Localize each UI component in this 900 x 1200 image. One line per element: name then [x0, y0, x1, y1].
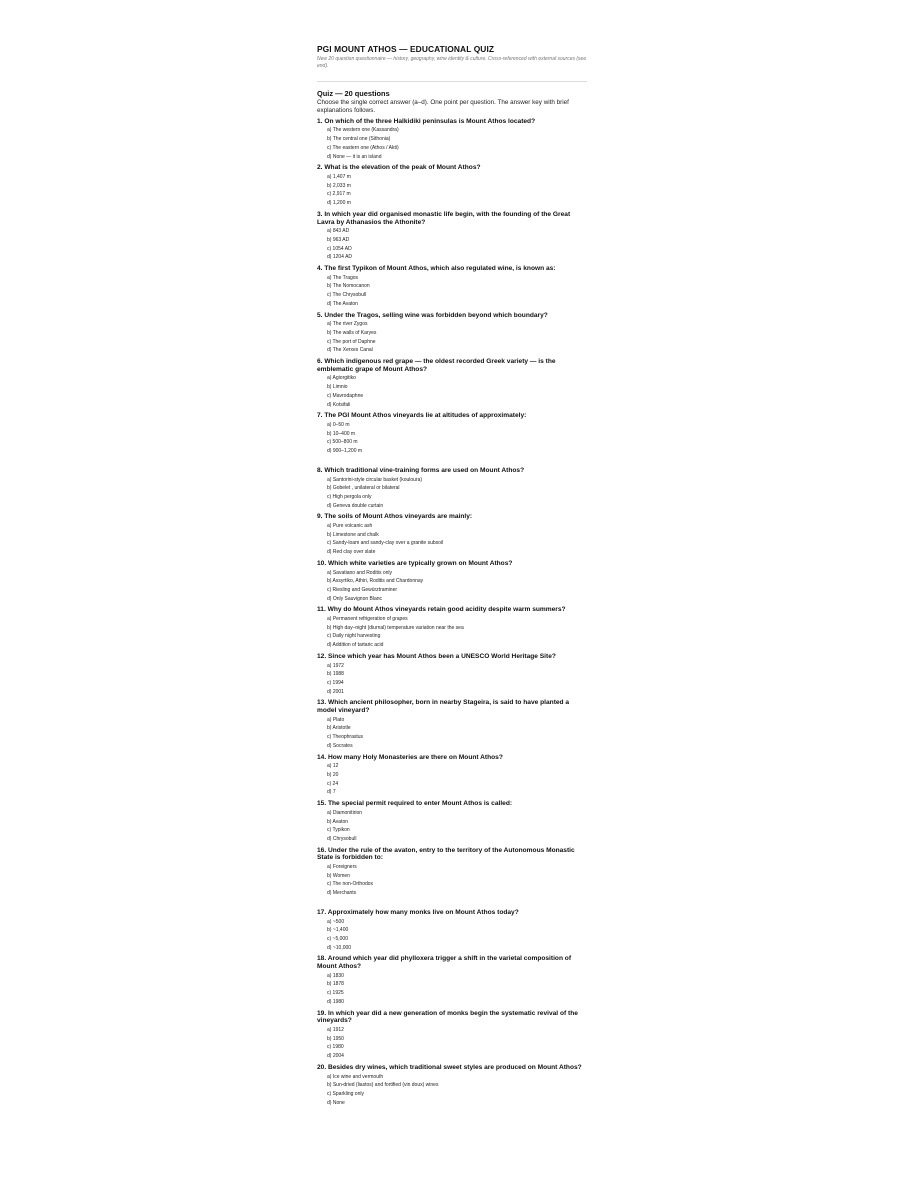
question-block — [317, 560, 587, 604]
answer-option: a) Agiorgitiko — [327, 375, 356, 382]
answer-option: d) Geneva double curtain — [327, 502, 384, 509]
answer-option: b) 963 AD — [327, 236, 350, 243]
answer-option: a) Diamonitirion — [327, 809, 363, 816]
answer-option: c) 24 — [327, 780, 339, 787]
answer-option: c) 1054 AD — [327, 245, 352, 252]
answer-option: b) 1878 — [327, 981, 344, 988]
answer-option: c) 1994 — [327, 679, 344, 686]
question-title: 9. The soils of Mount Athos vineyards are mainly: — [317, 513, 473, 521]
answer-option: d) Kotsifali — [327, 401, 351, 408]
answer-option: d) Addition of tartaric acid — [327, 642, 384, 649]
answer-option: c) Sandy-loam and sandy-clay over a granite subsoil — [327, 540, 444, 547]
answer-option: d) 1204 AD — [327, 254, 353, 261]
answer-option: b) Assyrtiko, Athiri, Roditis and Chardonnay — [327, 578, 424, 585]
answer-options — [317, 615, 587, 650]
answer-option: a) Santorini-style circular basket (kouloura) — [327, 476, 423, 483]
answer-option: a) 1972 — [327, 662, 344, 669]
answer-options — [317, 320, 587, 355]
question-title: 4. The first Typikon of Mount Athos, which also regulated wine, is known as: — [317, 265, 556, 273]
question-block — [317, 164, 587, 208]
answer-option: b) 20 — [327, 772, 339, 778]
question-title: 17. Approximately how many monks live on Mount Athos today? — [317, 908, 519, 916]
answer-option: b) The walls of Karyes — [327, 329, 377, 336]
document-subtitle: New 20 question questionnaire — history, geography, wine identity & culture. Cross-referenced with external sources (see end). — [317, 56, 587, 69]
answer-option: a) Foreigners — [327, 864, 357, 871]
answer-option: c) 1925 — [327, 990, 344, 997]
answer-options — [317, 1026, 587, 1061]
header-divider — [317, 81, 587, 82]
answer-options — [317, 173, 587, 208]
question-title: 10. Which white varieties are typically grown on Mount Athos? — [317, 559, 513, 567]
answer-option: b) Limestone and chalk — [327, 531, 379, 538]
answer-option: d) 2004 — [327, 1053, 344, 1060]
answer-option: c) 500–800 m — [327, 439, 358, 446]
question-block — [317, 412, 587, 456]
answer-option: d) Only Sauvignon Blanc — [327, 595, 383, 602]
question-title: 11. Why do Mount Athos vineyards retain good acidity despite warm summers? — [317, 606, 566, 614]
answer-option: b) Aristotle — [327, 725, 351, 732]
answer-option: d) ~10,000 — [327, 944, 352, 951]
answer-options — [317, 809, 587, 844]
answer-option: d) 900–1,200 m — [327, 448, 363, 455]
answer-option: d) Red clay over slate — [327, 549, 376, 556]
answer-option: b) 1950 — [327, 1035, 344, 1042]
answer-option: b) 10–400 m — [327, 430, 356, 437]
answer-option: b) Sun-dried (liastos) and fortified (vin doux) wines — [327, 1082, 439, 1089]
answer-option: a) Savatiano and Roditis only — [327, 569, 393, 576]
question-title: 7. The PGI Mount Athos vineyards lie at altitudes of approximately: — [317, 412, 527, 420]
answer-option: c) Mavrodaphne — [327, 392, 364, 399]
question-block — [317, 699, 587, 750]
answer-option: d) None — [327, 1099, 345, 1106]
answer-options — [317, 762, 587, 797]
question-block — [317, 358, 587, 409]
question-block — [317, 909, 587, 953]
answer-option: a) 1912 — [327, 1026, 344, 1033]
answer-options — [317, 863, 587, 898]
answer-option: b) Avaton — [327, 818, 349, 825]
answer-options — [317, 972, 587, 1007]
question-title: 18. Around which year did phylloxera trigger a shift in the varietal composition of Mount Athos? — [317, 955, 572, 971]
answer-options — [317, 1073, 587, 1108]
answer-option: d) The Xerxes Canal — [327, 347, 373, 354]
answer-options — [317, 126, 587, 161]
answer-option: b) 2,033 m — [327, 182, 351, 189]
answer-option: d) The Avaton — [327, 300, 358, 307]
answer-option: c) The non-Orthodox — [327, 881, 374, 888]
answer-option: c) The port of Daphne — [327, 338, 376, 345]
answer-option: c) Typikon — [327, 827, 350, 834]
answer-options — [317, 274, 587, 309]
question-block — [317, 754, 587, 798]
answer-option: a) 1830 — [327, 972, 344, 979]
answer-option: b) Women — [327, 872, 350, 879]
answer-option: c) Daily night harvesting — [327, 633, 381, 640]
answer-options — [317, 522, 587, 557]
question-block — [317, 467, 587, 511]
question-title: 2. What is the elevation of the peak of Mount Athos? — [317, 164, 481, 172]
answer-option: a) Plato — [327, 716, 345, 723]
answer-option: d) None — it is an island — [327, 153, 382, 160]
question-title: 6. Which indigenous red grape — the oldest recorded Greek variety — is the emblematic grape of Mount Athos? — [317, 358, 556, 373]
question-block — [317, 800, 587, 844]
question-list — [317, 118, 587, 1108]
answer-option: d) Socrates — [327, 742, 353, 749]
question-title: 5. Under the Tragos, selling wine was forbidden beyond which boundary? — [317, 311, 548, 319]
document-title: PGI MOUNT ATHOS — EDUCATIONAL QUIZ — [317, 44, 495, 54]
answer-option: b) High day–night (diurnal) temperature variation near the sea — [327, 624, 464, 631]
document-page — [317, 44, 587, 1107]
answer-option: c) High pergola only — [327, 493, 372, 500]
answer-option: b) The central one (Sithonia) — [327, 136, 391, 143]
answer-option: c) The Chrysobull — [327, 292, 367, 299]
question-block — [317, 265, 587, 309]
answer-option: a) 843 AD — [327, 228, 350, 235]
question-title: 1. On which of the three Halkidiki peninsulas is Mount Athos located? — [317, 117, 536, 125]
answer-option: d) 2001 — [327, 688, 344, 695]
answer-option: b) Limnio — [327, 384, 348, 391]
answer-option: c) ~5,000 — [327, 935, 348, 942]
question-title: 12. Since which year has Mount Athos been a UNESCO World Heritage Site? — [317, 652, 556, 660]
question-block — [317, 118, 587, 162]
answer-option: d) Merchants — [327, 890, 357, 897]
answer-options — [317, 569, 587, 604]
answer-option: a) 1,407 m — [327, 174, 351, 180]
answer-options — [317, 918, 587, 953]
question-block — [317, 1010, 587, 1061]
answer-options — [317, 476, 587, 511]
question-title: 8. Which traditional vine-training forms are used on Mount Athos? — [317, 466, 525, 474]
answer-option: c) 2,917 m — [327, 191, 351, 198]
question-title: 16. Under the rule of the avaton, entry to the territory of the Autonomous Monastic State is forbidden to: — [317, 846, 575, 862]
answer-option: b) Gobelet , unilateral or bilateral — [327, 485, 400, 492]
quiz-intro: Choose the single correct answer (a–d). One point per question. The answer key with brief explanations follows. — [317, 99, 569, 114]
question-block — [317, 1064, 587, 1108]
answer-option: c) 1980 — [327, 1044, 344, 1051]
quiz-heading: Quiz — 20 questions — [317, 89, 390, 99]
answer-option: a) The western one (Kassandra) — [327, 127, 399, 134]
answer-option: d) 1980 — [327, 998, 344, 1005]
answer-option: a) The Tragos — [327, 274, 359, 281]
question-block — [317, 513, 587, 557]
answer-option: c) Riesling and Gewürztraminer — [327, 586, 398, 593]
question-title: 14. How many Holy Monasteries are there on Mount Athos? — [317, 753, 503, 761]
answer-options — [317, 227, 587, 262]
question-block — [317, 847, 587, 898]
question-block — [317, 653, 587, 697]
answer-option: d) 7 — [327, 789, 336, 796]
answer-option: c) Sparkling only — [327, 1090, 364, 1097]
answer-option: d) 1,200 m — [327, 200, 351, 207]
answer-option: a) The river Zygos — [327, 321, 368, 328]
question-title: 3. In which year did organised monastic life begin, with the founding of the Great Lavra by Athanasios the Athonite? — [317, 210, 571, 226]
question-block — [317, 606, 587, 650]
answer-option: a) 0–50 m — [327, 421, 350, 428]
question-title: 13. Which ancient philosopher, born in nearby Stageira, is said to have planted a model vineyard? — [317, 699, 570, 715]
answer-option: b) ~1,400 — [327, 927, 349, 934]
answer-option: a) 12 — [327, 763, 339, 770]
question-block — [317, 312, 587, 356]
answer-option: d) Chrysobull — [327, 835, 357, 842]
answer-options — [317, 662, 587, 697]
answer-option: a) Permanent refrigeration of grapes — [327, 616, 408, 623]
answer-option: a) Ice wine and vermouth — [327, 1073, 384, 1080]
answer-options — [317, 374, 587, 409]
question-block — [317, 211, 587, 262]
question-block — [317, 955, 587, 1006]
answer-option: a) Pure volcanic ash — [327, 523, 373, 530]
answer-option: b) 1988 — [327, 671, 344, 678]
answer-option: a) ~500 — [327, 918, 345, 925]
answer-option: b) The Nomocanon — [327, 283, 370, 290]
answer-options — [317, 421, 587, 456]
question-title: 15. The special permit required to enter Mount Athos is called: — [317, 800, 513, 808]
answer-option: c) Theophrastus — [327, 734, 364, 741]
answer-options — [317, 716, 587, 751]
answer-option: c) The eastern one (Athos / Akti) — [327, 144, 399, 151]
question-title: 20. Besides dry wines, which traditional sweet styles are produced on Mount Athos? — [317, 1063, 582, 1071]
question-title: 19. In which year did a new generation of monks begin the systematic revival of the vineyards? — [317, 1009, 578, 1025]
